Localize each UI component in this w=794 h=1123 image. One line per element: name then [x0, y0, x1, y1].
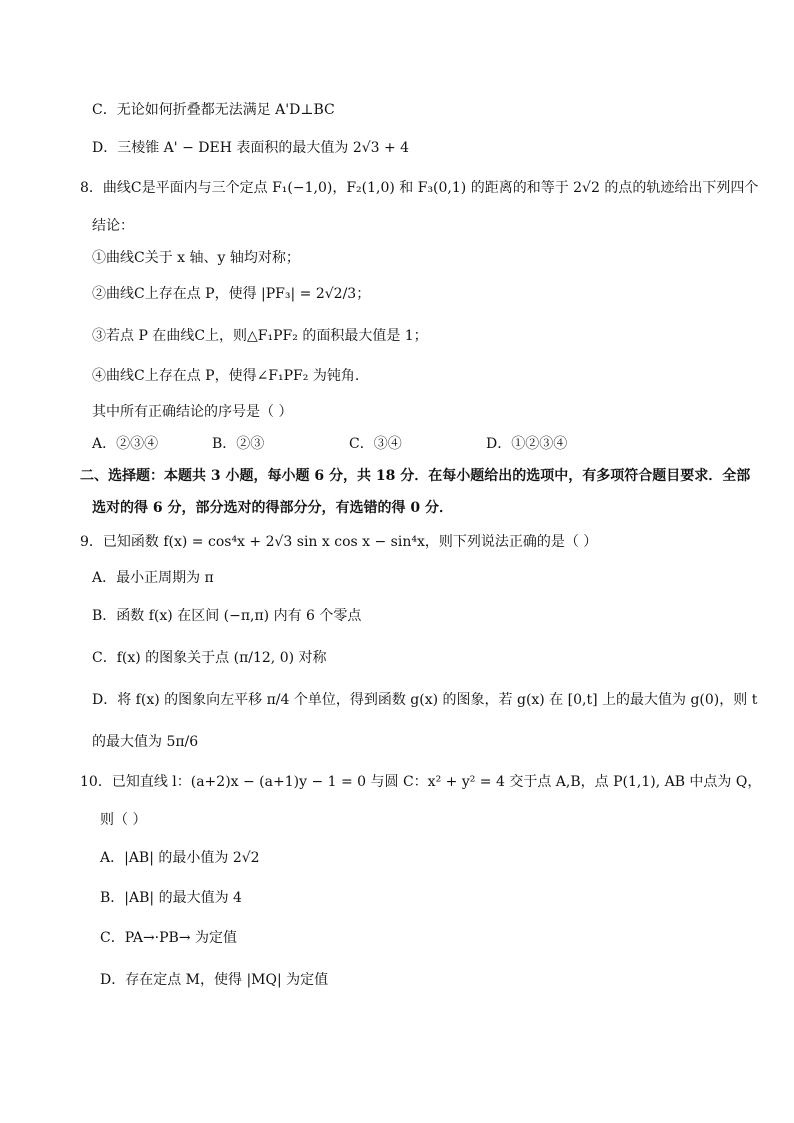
q10-option-c: C．PA→·PB→ 为定值 — [100, 930, 238, 946]
q8-statement-2: ②曲线C上存在点 P，使得 |PF₃| = 2√2/3； — [92, 286, 371, 302]
q10-option-b: B．|AB| 的最大值为 4 — [100, 890, 242, 906]
q7-option-c: C．无论如何折叠都无法满足 A'D⊥BC — [92, 102, 335, 118]
q8-choice-a: A．②③④ — [92, 436, 159, 452]
q9-option-b: B．函数 f(x) 在区间 (−π,π) 内有 6 个零点 — [92, 608, 362, 624]
q10-stem-line2: 则（ ） — [100, 812, 147, 828]
q8-statement-1: ①曲线C关于 x 轴、y 轴均对称； — [92, 250, 300, 266]
q8-choices — [92, 434, 692, 454]
section2-heading-line2: 选对的得 6 分，部分选对的得部分分，有选错的得 0 分． — [92, 500, 453, 516]
q8-statement-3: ③若点 P 在曲线C上，则△F₁PF₂ 的面积最大值是 1； — [92, 328, 428, 344]
q8-stem-line1: 8．曲线C是平面内与三个定点 F₁(−1,0)，F₂(1,0) 和 F₃(0,1) 的距离的和等于 2√2 的点的轨迹给出下列四个 — [80, 180, 759, 196]
section2-heading-line1: 二、选择题：本题共 3 小题，每小题 6 分，共 18 分．在每小题给出的选项中，有多项符合题目要求．全部 — [80, 468, 751, 484]
q10-option-d: D．存在定点 M，使得 |MQ| 为定值 — [100, 972, 329, 988]
q9-stem: 9．已知函数 f(x) = cos⁴x + 2√3 sin x cos x − sin⁴x，则下列说法正确的是（ ） — [80, 534, 598, 550]
q9-option-c: C．f(x) 的图象关于点 (π/12, 0) 对称 — [92, 650, 327, 666]
q9-option-d-line1: D．将 f(x) 的图象向左平移 π/4 个单位，得到函数 g(x) 的图象，若 g(x) 在 [0,t] 上的最大值为 g(0)，则 t — [92, 692, 758, 708]
q8-stem-line2: 结论： — [92, 218, 134, 234]
q8-statement-4: ④曲线C上存在点 P，使得∠F₁PF₂ 为钝角. — [92, 368, 360, 384]
q9-option-a: A．最小正周期为 π — [92, 570, 214, 586]
q8-choice-d: D．①②③④ — [486, 436, 568, 452]
q10-option-a: A．|AB| 的最小值为 2√2 — [100, 850, 260, 866]
q8-choice-c: C．③④ — [349, 436, 402, 452]
q10-stem-line1: 10．已知直线 l：(a+2)x − (a+1)y − 1 = 0 与圆 C：x² + y² = 4 交于点 A,B，点 P(1,1), AB 中点为 Q， — [80, 774, 762, 790]
q9-option-d-line2: 的最大值为 5π/6 — [92, 734, 199, 750]
q8-choice-b: B．②③ — [212, 436, 265, 452]
q7-option-d: D．三棱锥 A' − DEH 表面积的最大值为 2√3 + 4 — [92, 140, 410, 156]
q8-question: 其中所有正确结论的序号是（ ） — [92, 404, 293, 420]
